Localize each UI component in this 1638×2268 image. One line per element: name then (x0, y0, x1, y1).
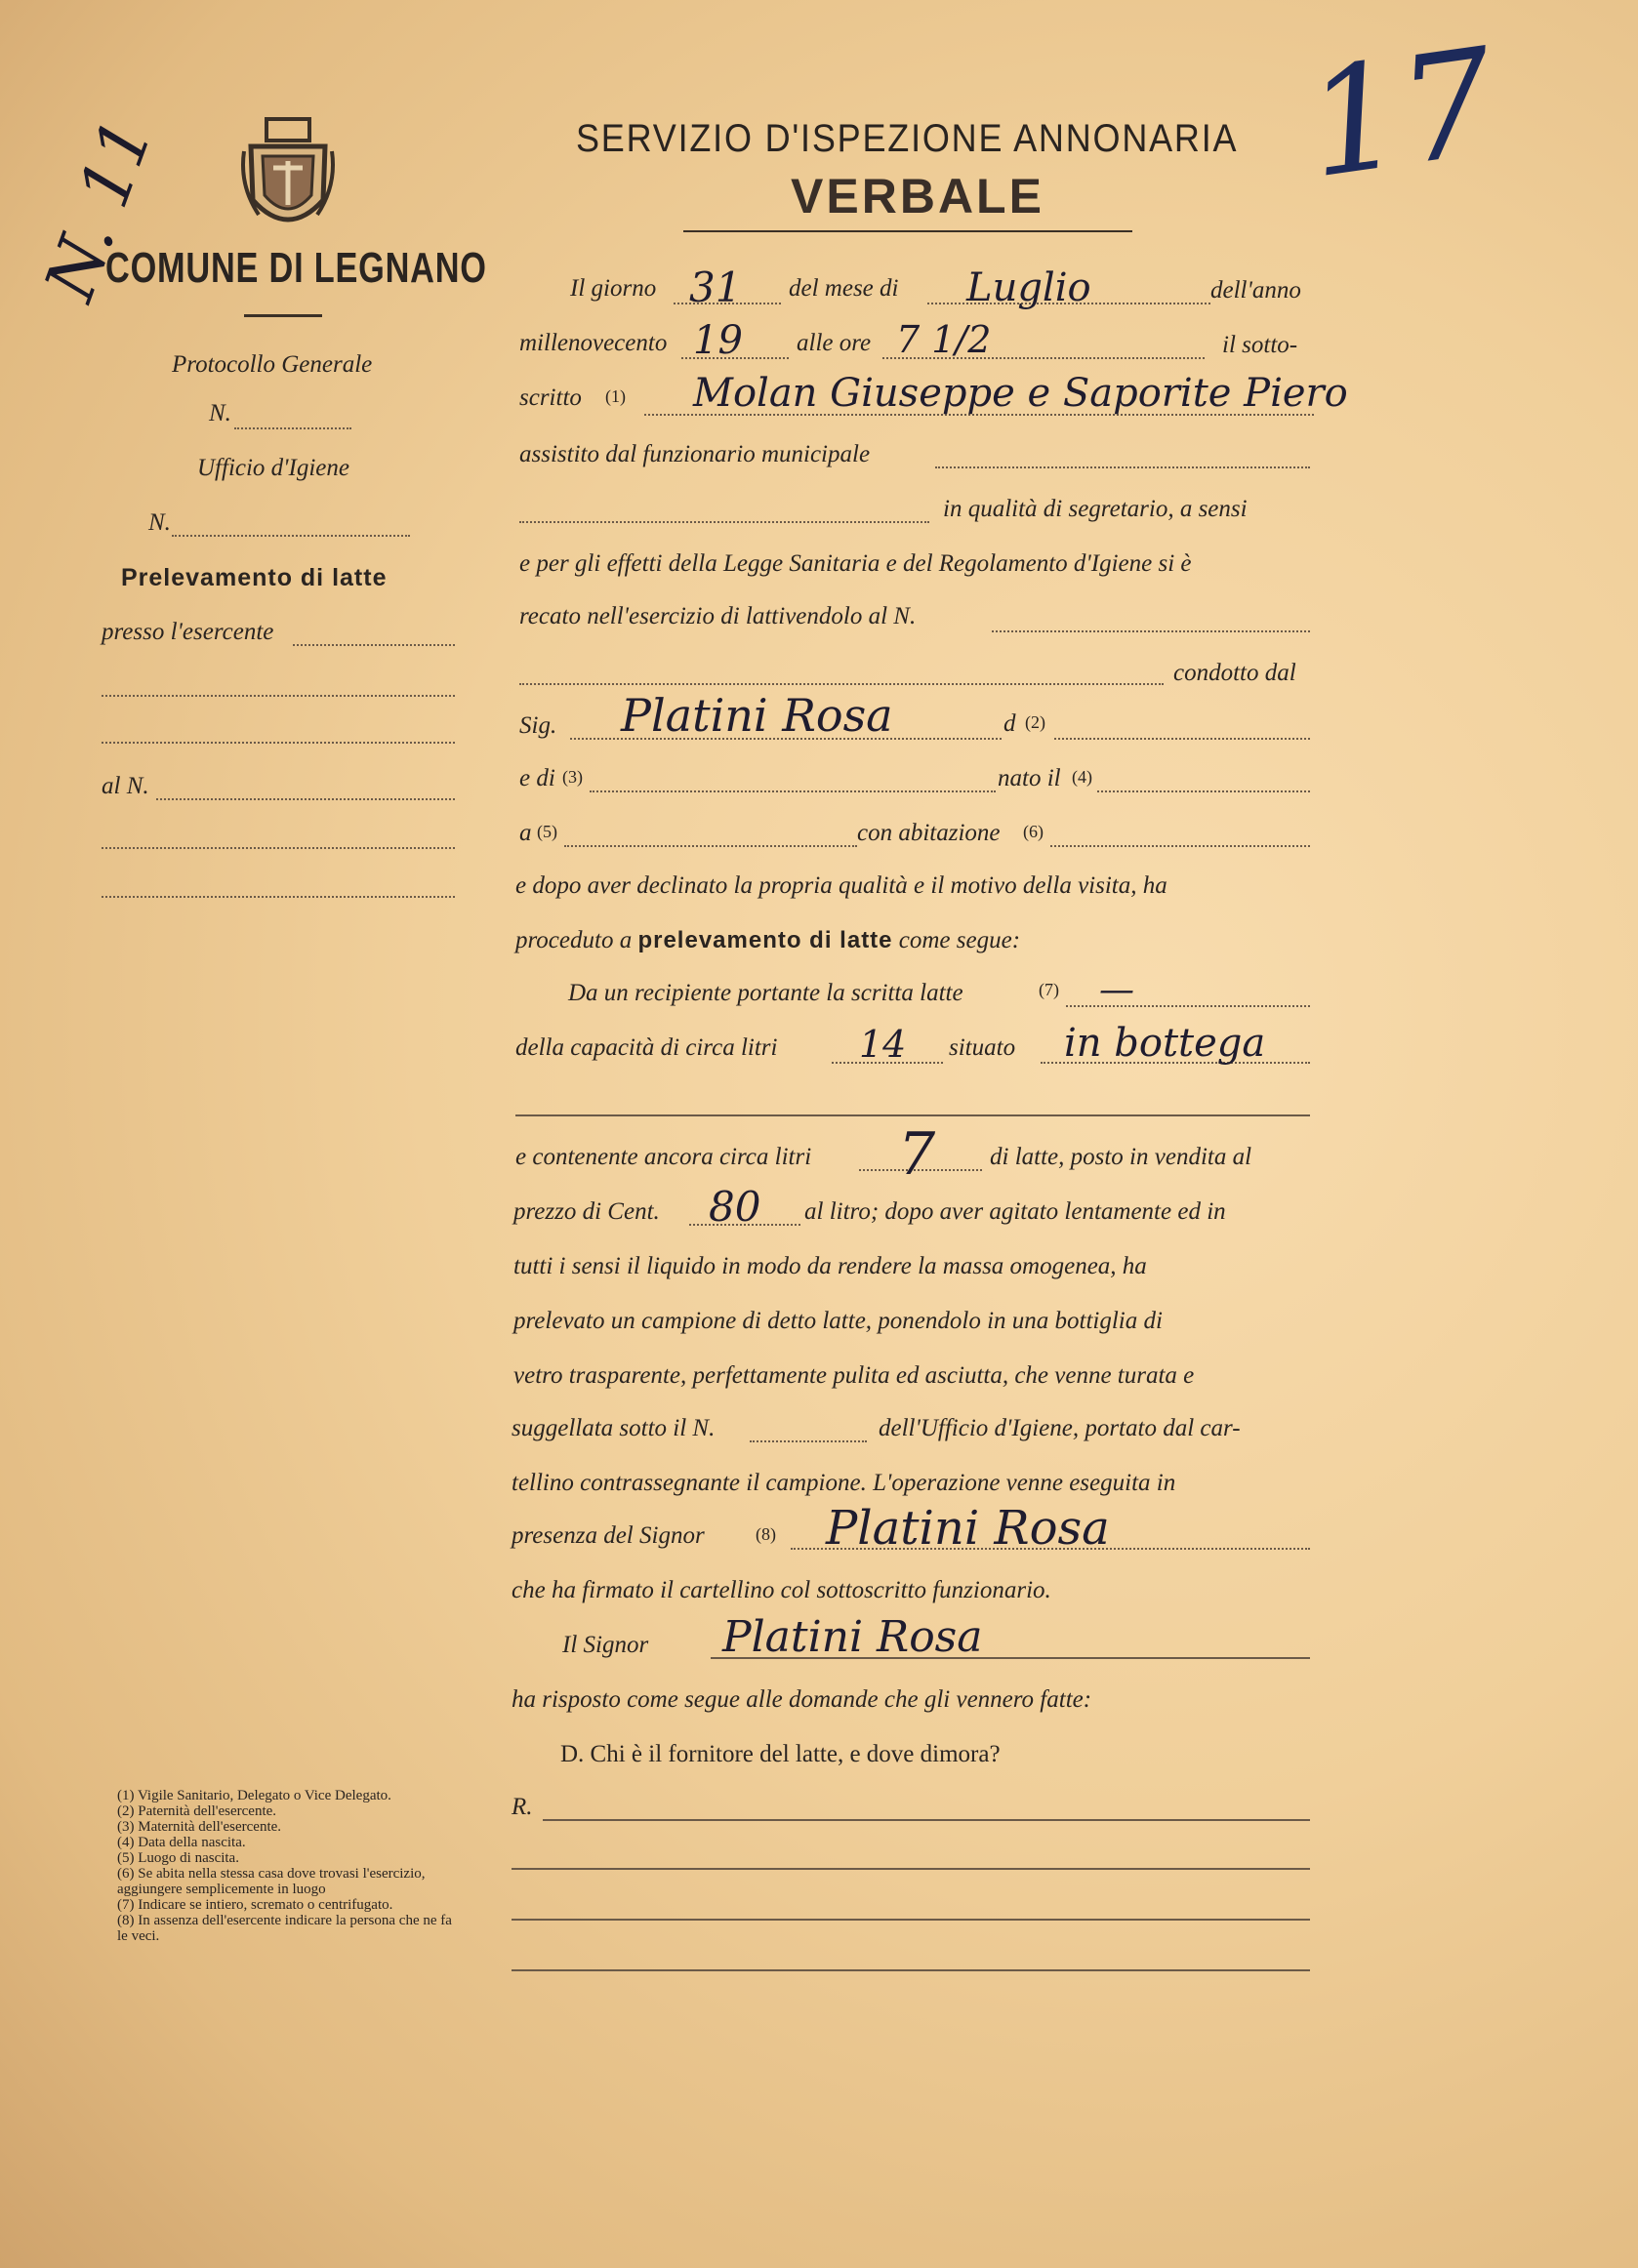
ore-label: alle ore (797, 330, 872, 356)
risposta-field-3[interactable] (512, 1919, 1310, 1921)
sotto-label: il sotto- (1222, 332, 1298, 358)
risposta-field-1[interactable] (543, 1819, 1310, 1821)
domanda-text: D. Chi è il fornitore del latte, e dove dimora? (560, 1741, 1001, 1767)
assistito-field[interactable] (935, 466, 1310, 468)
capacita-label: della capacità di circa litri (515, 1034, 778, 1061)
note-5-ref: (5) (537, 822, 557, 841)
come-segue-label: come segue: (898, 927, 1021, 953)
comune-divider (244, 314, 322, 317)
prelevamento-bold: prelevamento di latte (637, 927, 893, 953)
paternita-field[interactable] (1054, 738, 1310, 740)
footnotes (96, 1788, 459, 1944)
note-6-ref: (6) (1023, 822, 1044, 841)
al-n-label: al N. (102, 773, 149, 799)
situato-continuation-field[interactable] (515, 1114, 1310, 1116)
al-litro-text: al litro; dopo aver agitato lentamente ed in (804, 1198, 1226, 1225)
firmato-text: che ha firmato il cartellino col sottoscritto funzionario. (512, 1577, 1051, 1603)
legge-text: e per gli effetti della Legge Sanitaria e del Regolamento d'Igiene si è (519, 550, 1192, 577)
presenza-value[interactable]: Platini Rosa (826, 1501, 1110, 1556)
footnote-4: (4) Data della nascita. (117, 1835, 246, 1850)
tutti-text: tutti i sensi il liquido in modo da rendere la massa omogenea, ha (513, 1253, 1147, 1279)
footnote-6: (6) Se abita nella stessa casa dove trovasi l'esercizio, aggiungere semplicemente in luogo (117, 1866, 426, 1897)
proceduto-line (515, 927, 1020, 954)
anno-label: dell'anno (1210, 277, 1301, 304)
presso-label: presso l'esercente (102, 619, 274, 645)
e-di-label: e di (519, 765, 555, 791)
handwritten-number-left: N. 11 (29, 108, 169, 311)
giorno-value[interactable]: 31 (689, 263, 742, 311)
protocollo-label: Protocollo Generale (172, 351, 373, 378)
sig-value[interactable]: Platini Rosa (621, 689, 893, 742)
sig-label: Sig. (519, 712, 557, 739)
al-n-field[interactable] (156, 798, 455, 800)
risposto-text: ha risposto come segue alle domande che gli vennero fatte: (512, 1686, 1092, 1713)
assistito-label: assistito dal funzionario municipale (519, 441, 871, 467)
handwritten-number-right: 17 (1296, 17, 1506, 212)
scritto-label: scritto (519, 385, 582, 411)
verbale-divider (683, 230, 1132, 232)
il-signor-value[interactable]: Platini Rosa (722, 1612, 983, 1662)
mese-value[interactable]: Luglio (966, 265, 1091, 310)
presso-field-2[interactable] (102, 695, 455, 697)
suggellata-label: suggellata sotto il N. (512, 1415, 716, 1441)
footnote-8: (8) In assenza dell'esercente indicare la persona che ne fa le veci. (117, 1913, 452, 1944)
nato-field[interactable] (1097, 790, 1310, 792)
comune-title: COMUNE DI LEGNANO (105, 244, 487, 292)
suggellata-field[interactable] (750, 1440, 867, 1442)
left-field-4[interactable] (102, 847, 455, 849)
service-title: SERVIZIO D'ISPEZIONE ANNONARIA (576, 117, 1239, 160)
mille-label: millenovecento (519, 330, 668, 356)
risposta-label: R. (512, 1794, 533, 1820)
prelevamento-heading: Prelevamento di latte (121, 564, 388, 591)
risposta-field-4[interactable] (512, 1969, 1310, 1971)
d-label: d (1003, 710, 1016, 737)
presenza-label: presenza del Signor (512, 1522, 705, 1549)
condotto-field[interactable] (519, 683, 1164, 685)
coat-of-arms-icon (239, 117, 337, 244)
footnote-2: (2) Paternità dell'esercente. (117, 1803, 277, 1819)
prelevato-text: prelevato un campione di detto latte, ponendolo in una bottiglia di (513, 1308, 1163, 1334)
recato-field[interactable] (992, 630, 1310, 632)
nato-label: nato il (998, 765, 1061, 791)
ufficio-label: Ufficio d'Igiene (197, 455, 349, 481)
contenente-label: e contenente ancora circa litri (515, 1144, 812, 1170)
prezzo-label: prezzo di Cent. (513, 1198, 660, 1225)
protocollo-n-field[interactable] (234, 427, 351, 429)
ufficio-igiene-text: dell'Ufficio d'Igiene, portato dal car- (879, 1415, 1241, 1441)
segretario-label: in qualità di segretario, a sensi (943, 496, 1248, 522)
tellino-text: tellino contrassegnante il campione. L'operazione venne eseguita in (512, 1470, 1176, 1496)
footnote-5: (5) Luogo di nascita. (117, 1850, 239, 1866)
footnote-3: (3) Maternità dell'esercente. (117, 1819, 282, 1835)
il-signor-label: Il Signor (562, 1632, 649, 1658)
protocollo-n-label: N. (209, 400, 231, 426)
condotto-label: condotto dal (1173, 660, 1296, 686)
footnote-1: (1) Vigile Sanitario, Delegato o Vice Delegato. (117, 1788, 391, 1803)
recato-label: recato nell'esercizio di lattivendolo al N. (519, 603, 917, 629)
ore-value[interactable]: 7 1/2 (896, 318, 992, 361)
situato-label: situato (949, 1034, 1016, 1061)
litri-value[interactable]: 7 (898, 1120, 936, 1189)
presso-field-1[interactable] (293, 644, 455, 646)
capacita-value[interactable]: 14 (859, 1023, 907, 1066)
presso-field-3[interactable] (102, 742, 455, 744)
note-7-ref: (7) (1039, 980, 1059, 999)
a-label: a (519, 820, 532, 846)
proceduto-label: proceduto a (515, 927, 633, 953)
situato-value[interactable]: in bottega (1064, 1021, 1266, 1066)
mese-label: del mese di (789, 275, 899, 302)
verbale-title: VERBALE (791, 169, 1044, 223)
vetro-text: vetro trasparente, perfettamente pulita ed asciutta, che venne turata e (513, 1362, 1195, 1389)
scritto-value[interactable]: Molan Giuseppe e Saporite Piero (693, 371, 1348, 416)
note-8-ref: (8) (756, 1524, 776, 1544)
ufficio-n-field[interactable] (172, 535, 410, 537)
left-field-5[interactable] (102, 896, 455, 898)
recipiente-label: Da un recipiente portante la scritta latte (568, 980, 963, 1006)
note-3-ref: (3) (562, 767, 583, 787)
recipiente-value[interactable]: — (1099, 970, 1134, 1010)
risposta-field-2[interactable] (512, 1868, 1310, 1870)
note-2-ref: (2) (1025, 712, 1045, 732)
giorno-label: Il giorno (570, 275, 657, 302)
maternita-field[interactable] (590, 790, 996, 792)
abitazione-field[interactable] (1050, 845, 1310, 847)
anno-value[interactable]: 19 (693, 318, 743, 363)
luogo-field[interactable] (564, 845, 857, 847)
ufficio-n-label: N. (148, 509, 171, 536)
footnote-7: (7) Indicare se intiero, scremato o centrifugato. (117, 1897, 393, 1913)
note-1-ref: (1) (605, 386, 626, 406)
note-4-ref: (4) (1072, 767, 1092, 787)
abitazione-label: con abitazione (857, 820, 1001, 846)
segretario-name-field[interactable] (519, 521, 929, 523)
declinato-text: e dopo aver declinato la propria qualità e il motivo della visita, ha (515, 872, 1167, 899)
di-latte-label: di latte, posto in vendita al (990, 1144, 1252, 1170)
prezzo-value[interactable]: 80 (709, 1183, 761, 1231)
